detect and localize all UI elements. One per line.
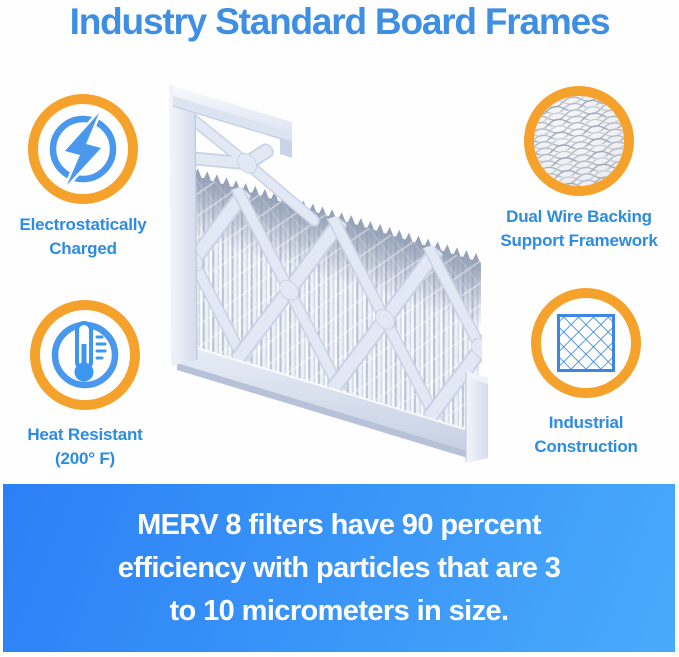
wire-mesh-icon xyxy=(534,96,624,186)
lightning-icon xyxy=(38,104,128,194)
headline: Industry Standard Board Frames xyxy=(69,1,610,42)
info-banner xyxy=(3,484,675,652)
feature-label-line: Support Framework xyxy=(500,231,658,250)
lattice-grid-icon xyxy=(541,298,631,388)
feature-circle xyxy=(531,288,641,398)
feature-circle xyxy=(28,94,138,204)
thermometer-icon xyxy=(40,310,130,400)
feature-label xyxy=(27,423,142,471)
feature-label-line: Heat Resistant xyxy=(27,425,143,444)
feature-label xyxy=(500,205,657,253)
feature-label-line: Dual Wire Backing xyxy=(506,207,652,226)
feature-heat-resistant xyxy=(2,300,168,471)
feature-label xyxy=(20,213,147,261)
feature-circle xyxy=(30,300,140,410)
feature-label-line: Industrial xyxy=(548,413,624,432)
feature-circle xyxy=(524,86,634,196)
feature-label xyxy=(534,411,637,459)
feature-label-line: Construction xyxy=(534,437,638,456)
feature-label-line: (200° F) xyxy=(54,449,115,468)
feature-wire-backing xyxy=(496,86,662,253)
feature-label-line: Charged xyxy=(49,239,117,258)
feature-label-line: Electrostatically xyxy=(19,215,147,234)
banner-line: efficiency with particles that are 3 xyxy=(117,551,561,584)
banner-line: MERV 8 filters have 90 percent xyxy=(137,508,541,541)
banner-line: to 10 micrometers in size. xyxy=(169,594,509,627)
feature-electrostatic xyxy=(0,94,166,261)
feature-industrial xyxy=(503,288,669,459)
